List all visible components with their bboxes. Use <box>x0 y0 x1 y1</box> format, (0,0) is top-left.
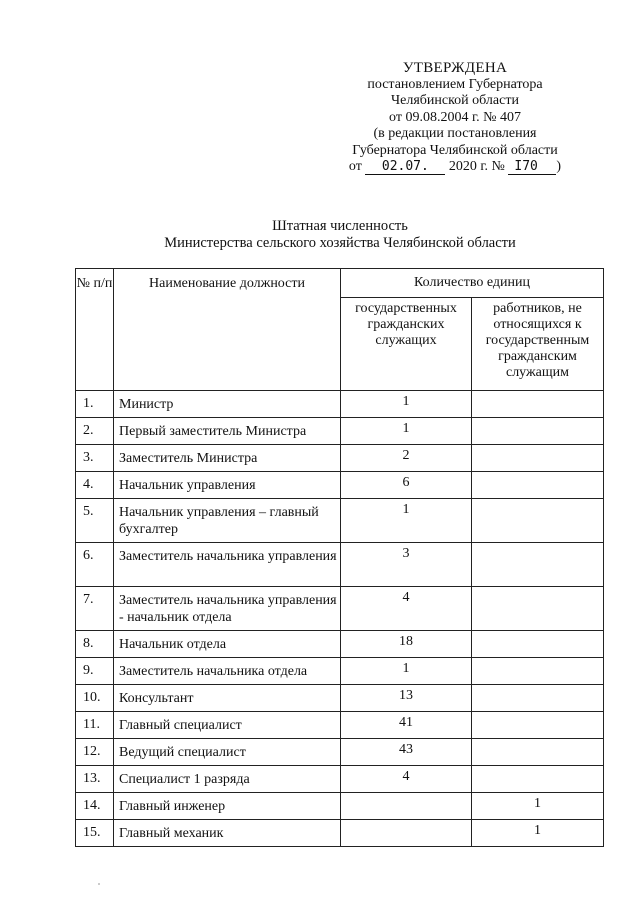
row-num: 2. <box>76 418 114 445</box>
row-civil-count: 43 <box>341 739 472 766</box>
row-num: 15. <box>76 820 114 847</box>
row-position: Главный инженер <box>114 793 341 820</box>
row-num: 4. <box>76 472 114 499</box>
table-row <box>76 739 604 766</box>
row-num: 12. <box>76 739 114 766</box>
row-other-count <box>472 391 604 418</box>
table-row <box>76 445 604 472</box>
row-civil-count: 41 <box>341 712 472 739</box>
row-position: Начальник управления <box>114 472 341 499</box>
row-num: 6. <box>76 543 114 587</box>
staff-table-body <box>76 391 604 847</box>
row-position: Заместитель начальника отдела <box>114 658 341 685</box>
row-other-count <box>472 658 604 685</box>
row-other-count <box>472 543 604 587</box>
row-civil-count: 1 <box>341 499 472 543</box>
table-row <box>76 499 604 543</box>
row-num: 9. <box>76 658 114 685</box>
row-other-count <box>472 685 604 712</box>
approval-stamp <box>330 60 580 176</box>
table-row <box>76 685 604 712</box>
row-civil-count <box>341 793 472 820</box>
row-civil-count <box>341 820 472 847</box>
approval-heading: УТВЕРЖДЕНА <box>402 60 508 76</box>
staff-table <box>75 268 604 847</box>
header-quantity: Количество единиц <box>341 269 604 298</box>
header-position-name: Наименование должности <box>114 269 341 391</box>
approval-line-1: постановлением Губернатора <box>367 76 543 92</box>
row-other-count <box>472 418 604 445</box>
row-other-count <box>472 712 604 739</box>
table-row <box>76 472 604 499</box>
approval-line-5: Губернатора Челябинской области <box>352 142 558 158</box>
row-civil-count: 4 <box>341 766 472 793</box>
row-position: Первый заместитель Министра <box>114 418 341 445</box>
approval-line-2: Челябинской области <box>391 93 519 108</box>
row-other-count: 1 <box>472 793 604 820</box>
row-num: 13. <box>76 766 114 793</box>
document-title <box>100 218 580 252</box>
approval-date-value: 02.07. <box>365 160 445 175</box>
row-position: Начальник управления – главный бухгалтер <box>114 499 341 543</box>
approval-from-prefix: от <box>348 159 362 174</box>
row-num: 11. <box>76 712 114 739</box>
table-row <box>76 658 604 685</box>
row-other-count <box>472 766 604 793</box>
row-num: 1. <box>76 391 114 418</box>
row-position: Консультант <box>114 685 341 712</box>
row-civil-count: 2 <box>341 445 472 472</box>
row-num: 3. <box>76 445 114 472</box>
row-civil-count: 18 <box>341 631 472 658</box>
row-num: 8. <box>76 631 114 658</box>
approval-close-paren: ) <box>556 159 562 174</box>
row-other-count <box>472 499 604 543</box>
table-row <box>76 391 604 418</box>
row-position: Ведущий специалист <box>114 739 341 766</box>
row-num: 7. <box>76 587 114 631</box>
approval-line-4: (в редакции постановления <box>373 126 537 141</box>
row-other-count <box>472 472 604 499</box>
row-other-count <box>472 445 604 472</box>
row-civil-count: 1 <box>341 418 472 445</box>
row-civil-count: 3 <box>341 543 472 587</box>
row-position: Заместитель Министра <box>114 445 341 472</box>
table-row <box>76 793 604 820</box>
row-civil-count: 1 <box>341 658 472 685</box>
approval-year-text: 2020 г. № <box>448 159 505 174</box>
row-num: 10. <box>76 685 114 712</box>
row-civil-count: 1 <box>341 391 472 418</box>
header-other-workers: работников, не относящихся к государственным гражданским служащим <box>472 298 604 391</box>
row-position: Начальник отдела <box>114 631 341 658</box>
row-position: Главный механик <box>114 820 341 847</box>
row-other-count <box>472 739 604 766</box>
row-num: 14. <box>76 793 114 820</box>
approval-line-6 <box>330 159 580 176</box>
header-civil-servants: государственных гражданских служащих <box>341 298 472 391</box>
staff-table-header <box>76 269 604 391</box>
table-row <box>76 766 604 793</box>
approval-line-3: от 09.08.2004 г. № 407 <box>389 109 521 125</box>
row-position: Заместитель начальника управления <box>114 543 341 587</box>
approval-number-value: I70 <box>508 160 556 175</box>
row-other-count <box>472 587 604 631</box>
title-line-1: Штатная численность <box>272 218 408 234</box>
table-row <box>76 543 604 587</box>
row-other-count: 1 <box>472 820 604 847</box>
scan-speck <box>98 883 100 885</box>
row-position: Заместитель начальника управления - начальник отдела <box>114 587 341 631</box>
row-civil-count: 13 <box>341 685 472 712</box>
row-other-count <box>472 631 604 658</box>
table-row <box>76 712 604 739</box>
row-civil-count: 6 <box>341 472 472 499</box>
table-row <box>76 587 604 631</box>
row-civil-count: 4 <box>341 587 472 631</box>
header-num: № п/п <box>76 269 114 391</box>
row-num: 5. <box>76 499 114 543</box>
row-position: Министр <box>114 391 341 418</box>
table-row <box>76 820 604 847</box>
row-position: Специалист 1 разряда <box>114 766 341 793</box>
title-line-2: Министерства сельского хозяйства Челябинской области <box>164 235 516 251</box>
table-row <box>76 631 604 658</box>
row-position: Главный специалист <box>114 712 341 739</box>
table-row <box>76 418 604 445</box>
